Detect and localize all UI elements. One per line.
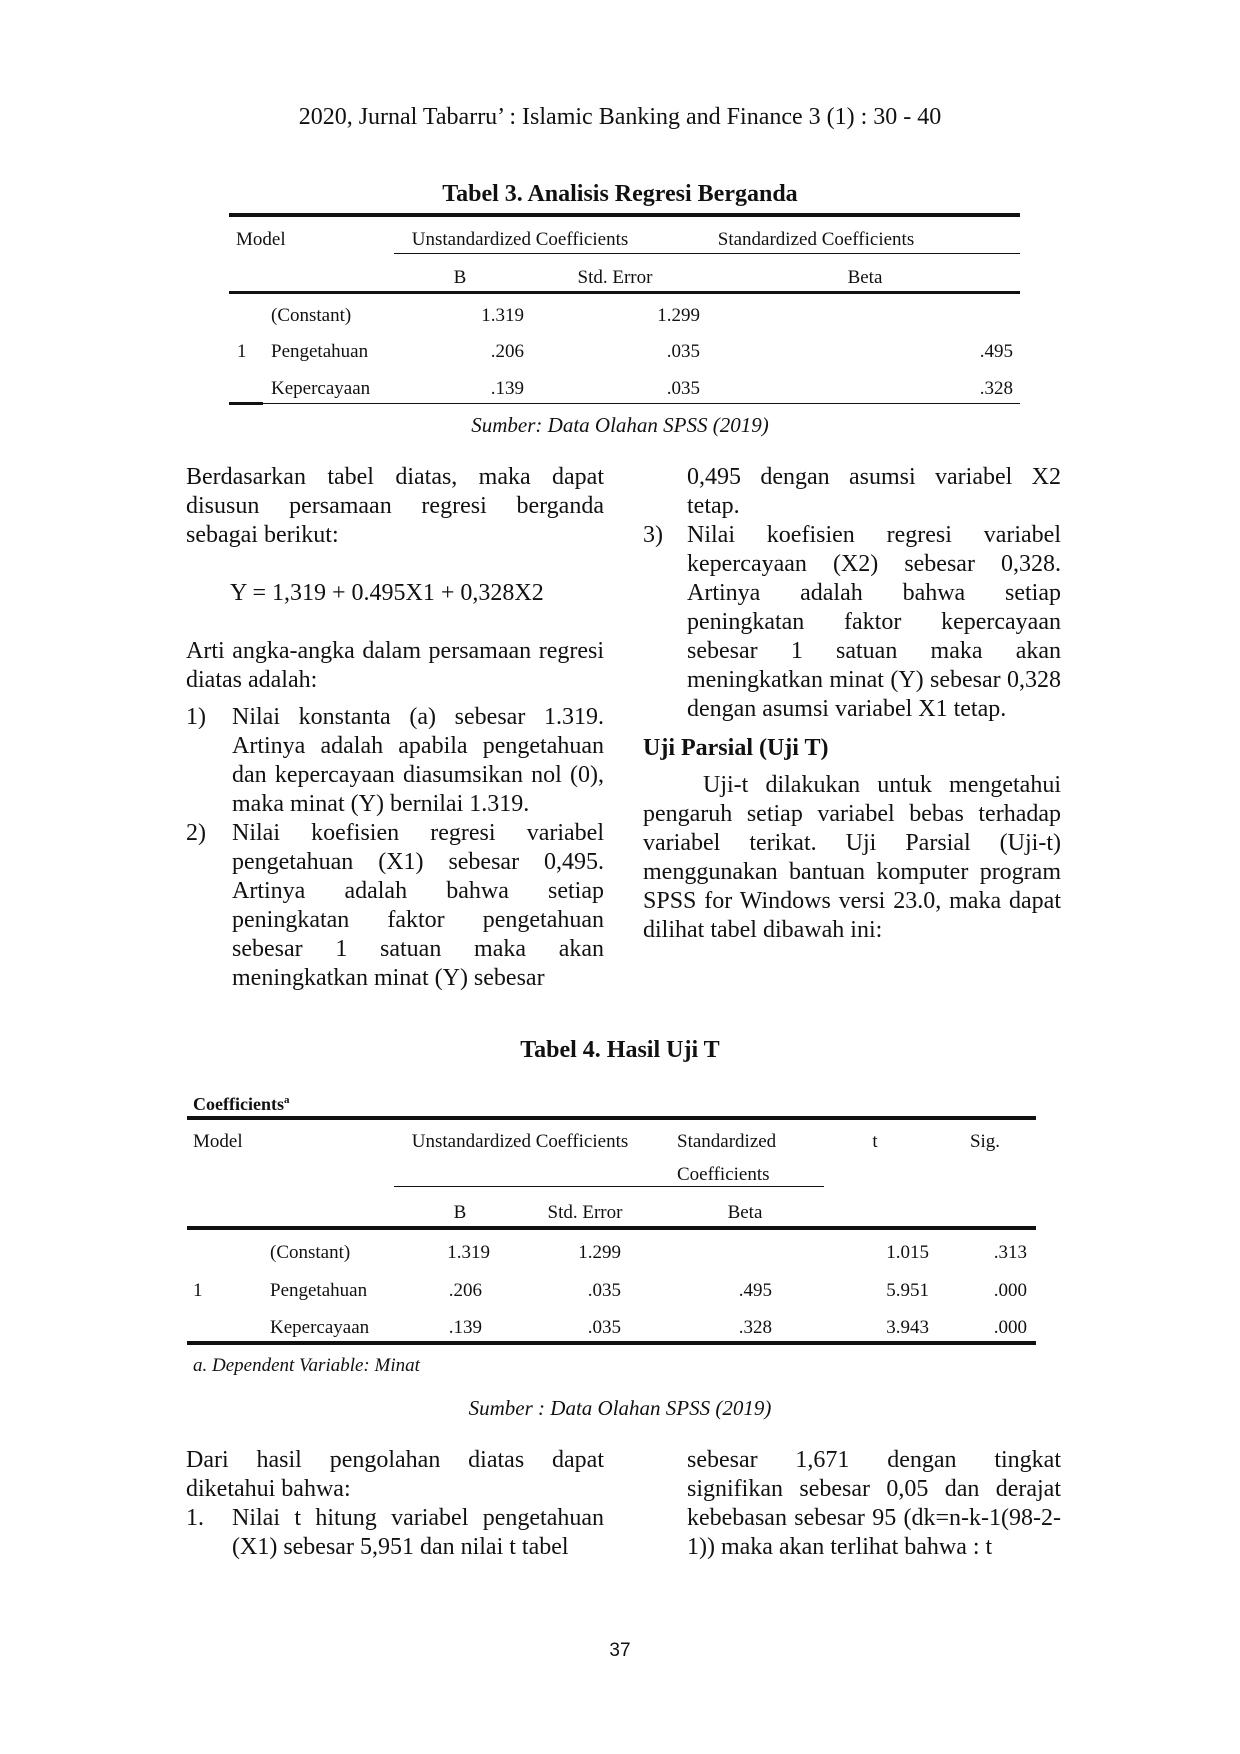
table3-row-se: .035 [666, 341, 700, 362]
table4-model-num: 1 [193, 1280, 203, 1301]
left-column-2 [186, 1446, 604, 1562]
table3-row-b: .206 [490, 341, 524, 362]
list-number: 2) [186, 820, 206, 846]
table3-row-se: 1.299 [657, 305, 700, 326]
right-column-2 [643, 1446, 1061, 1562]
paragraph: Arti angka-angka dalam persamaan regresi diatas adalah: [186, 638, 604, 693]
table4-sub-rule [394, 1186, 824, 1187]
list-number: 1) [186, 704, 206, 730]
table4-row-name: Kepercayaan [270, 1317, 370, 1338]
table4-caption-sup: a [283, 1094, 290, 1106]
table4-col-se: Std. Error [547, 1202, 623, 1223]
table4-col-sig: Sig. [969, 1131, 1001, 1152]
paragraph: Dari hasil pengolahan diatas dapat diketahui bahwa: [186, 1447, 604, 1502]
table3-row-b: .139 [490, 378, 524, 399]
table4-row-sig: .000 [993, 1280, 1027, 1301]
section-heading: Uji Parsial (Uji T) [643, 735, 829, 761]
table4-row-se: .035 [587, 1280, 621, 1301]
table3-col-se: Std. Error [577, 267, 653, 288]
table3-title: Tabel 3. Analisis Regresi Berganda [442, 181, 798, 207]
table3-row-name: Pengetahuan [271, 341, 369, 362]
table3-source: Sumber: Data Olahan SPSS (2019) [471, 413, 769, 437]
continued-list-text: 0,495 dengan asumsi variabel X2 tetap. [687, 464, 1061, 519]
table4-bottom-rule [187, 1341, 1036, 1345]
table4-footnote: a. Dependent Variable: Minat [193, 1355, 420, 1376]
list-text: Nilai koefisien regresi variabel pengetahuan (X1) sebesar 0,495. Artinya adalah bahwa setiap peningkatan faktor pengetahuan sebesar 1 satuan maka akan meningkatkan minat (Y) sebesar [232, 820, 604, 991]
table4-row-t: 3.943 [886, 1317, 929, 1338]
table4-row-b: .139 [448, 1317, 482, 1338]
table4-row-beta: .495 [738, 1280, 772, 1301]
table4-row-name: Pengetahuan [270, 1280, 368, 1301]
table3-row-beta: .495 [979, 341, 1013, 362]
regression-equation: Y = 1,319 + 0.495X1 + 0,328X2 [230, 580, 544, 606]
table3-row-name: (Constant) [271, 305, 352, 326]
table4-row-se: .035 [587, 1317, 621, 1338]
table3-row-name: Kepercayaan [271, 378, 371, 399]
table4-col-beta: Beta [727, 1202, 763, 1223]
list-text: Nilai konstanta (a) sebesar 1.319. Artinya adalah apabila pengetahuan dan kepercayaan diasumsikan nol (0), maka minat (Y) bernilai 1.319. [232, 704, 604, 817]
table3-col-beta: Beta [847, 267, 883, 288]
table3-col-model: Model [236, 229, 286, 250]
table4-col-std-line2: Coefficients [677, 1164, 770, 1185]
table3-col-unstd: Unstandardized Coefficients [411, 229, 629, 250]
table3-row-se: .035 [666, 378, 700, 399]
table3-model-num: 1 [237, 341, 247, 362]
table4-row-b: .206 [448, 1280, 482, 1301]
list-text: Nilai t hitung variabel pengetahuan (X1) sebesar 5,951 dan nilai t tabel [232, 1505, 604, 1560]
continued-list-text: sebesar 1,671 dengan tingkat signifikan sebesar 0,05 dan derajat kebebasan sebesar 95 (dk=n-k-1(98-2-1)) maka akan terlihat bahwa : t [687, 1447, 1061, 1560]
list-item [186, 1504, 604, 1562]
list-number: 3) [643, 522, 663, 548]
table3-col-b: B [453, 267, 467, 288]
table4-row-sig: .000 [993, 1317, 1027, 1338]
list-number: 1. [186, 1505, 204, 1531]
table4-title: Tabel 4. Hasil Uji T [520, 1037, 720, 1063]
paragraph: Berdasarkan tabel diatas, maka dapat disusun persamaan regresi berganda sebagai berikut: [186, 464, 604, 548]
table4-row-sig: .313 [993, 1242, 1027, 1263]
table4-top-rule [187, 1116, 1036, 1120]
table4-row-b: 1.319 [447, 1242, 490, 1263]
table4-row-se: 1.299 [578, 1242, 621, 1263]
table4-row-name: (Constant) [270, 1242, 351, 1263]
paragraph: Uji-t dilakukan untuk mengetahui pengaruh setiap variabel bebas terhadap variabel terikat. Uji Parsial (Uji-t) menggunakan bantuan komputer program SPSS for Windows versi 23.0, maka dapat dilihat tabel dibawah ini: [643, 772, 1061, 943]
page-number: 37 [609, 1640, 631, 1661]
running-header: 2020, Jurnal Tabarru’ : Islamic Banking and Finance 3 (1) : 30 - 40 [298, 104, 942, 130]
table4-header-rule [187, 1226, 1036, 1230]
table4-caption [193, 1094, 289, 1115]
table4-row-t: 1.015 [886, 1242, 929, 1263]
table4-col-model: Model [193, 1131, 243, 1152]
table3-row-beta: .328 [979, 378, 1013, 399]
table3-col-std: Standardized Coefficients [717, 229, 915, 250]
table4-col-unstd: Unstandardized Coefficients [411, 1131, 629, 1152]
table4-row-t: 5.951 [886, 1280, 929, 1301]
table4-col-b: B [453, 1202, 467, 1223]
table4-col-std-line1: Standardized [677, 1131, 777, 1152]
table4-caption-text: Coefficients [193, 1094, 284, 1114]
table4-row-beta: .328 [738, 1317, 772, 1338]
table3-row-b: 1.319 [481, 305, 524, 326]
table4-col-t: t [872, 1131, 878, 1152]
table4-source: Sumber : Data Olahan SPSS (2019) [468, 1396, 772, 1420]
list-text: Nilai koefisien regresi variabel kepercayaan (X2) sebesar 0,328. Artinya adalah bahwa setiap peningkatan faktor kepercayaan sebesar 1 satuan maka akan meningkatkan minat (Y) sebesar 0,328 dengan asumsi variabel X1 tetap. [687, 522, 1061, 722]
